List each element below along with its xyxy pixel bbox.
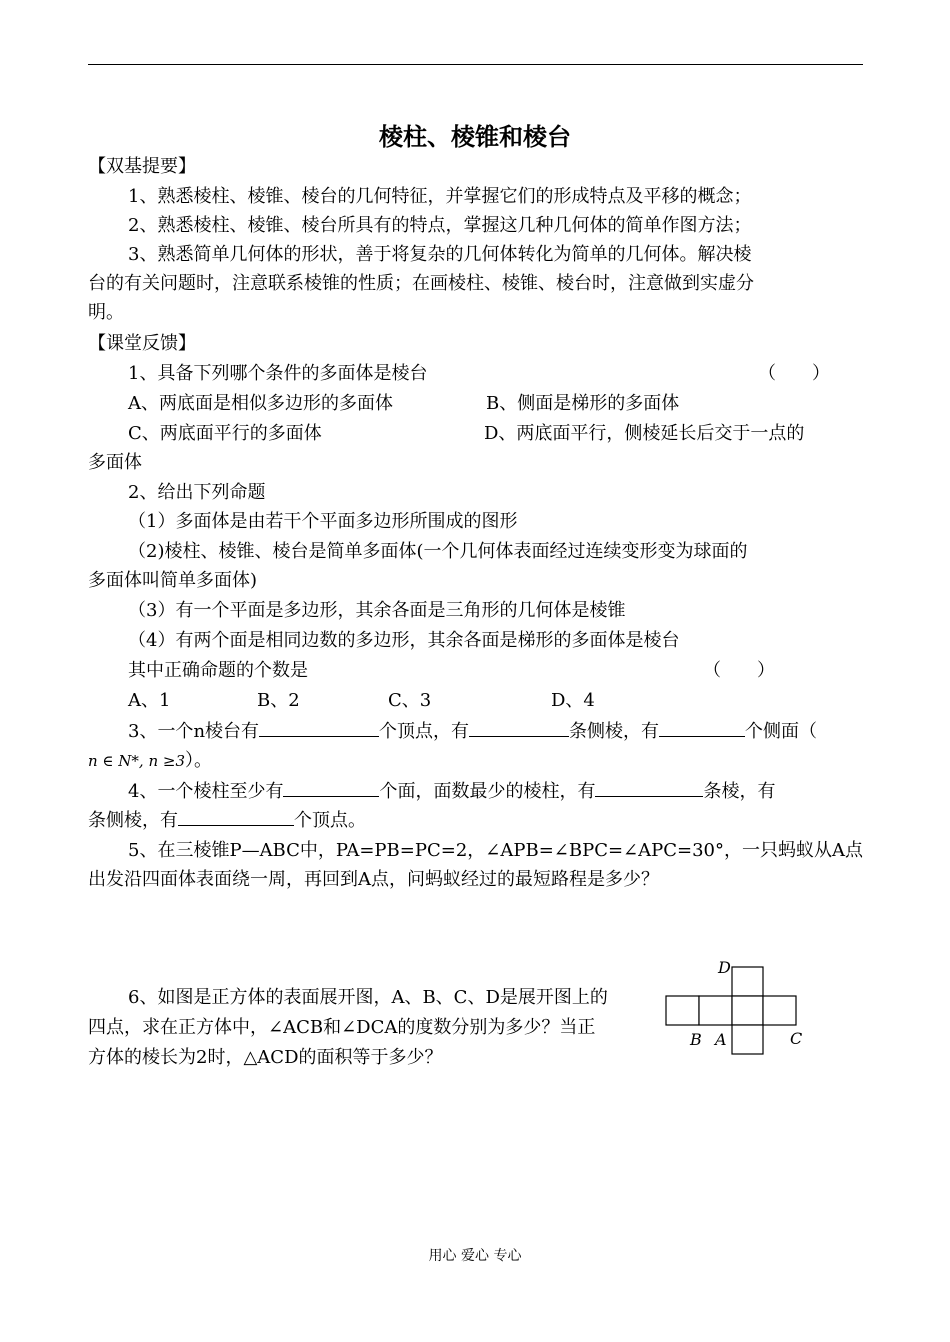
net-label-b: B	[690, 1030, 702, 1049]
net-label-a: A	[715, 1030, 727, 1049]
section-heading-basics: 【双基提要】	[88, 156, 196, 177]
q2-stem: 2、给出下列命题	[128, 482, 266, 503]
q2-ask: 其中正确命题的个数是	[128, 660, 308, 681]
header-rule	[88, 64, 863, 65]
basics-item-3: 3、熟悉简单几何体的形状，善于将复杂的几何体转化为简单的几何体。解决棱	[128, 244, 752, 265]
q1-option-c: C、两底面平行的多面体	[128, 423, 322, 444]
q4-blank-faces[interactable]	[283, 778, 379, 797]
q6-line-3: 方体的棱长为2时，△ACD的面积等于多少？	[88, 1047, 443, 1068]
net-label-d: D	[718, 958, 731, 977]
q1-option-d: D、两底面平行，侧棱延长后交于一点的	[484, 423, 805, 444]
q4-blank-edges[interactable]	[595, 778, 703, 797]
q2-answer-paren: （ ）	[703, 660, 775, 681]
q2-option-a: A、1	[128, 690, 171, 711]
q6-line-1: 6、如图是正方体的表面展开图，A、B、C、D是展开图上的	[128, 987, 608, 1008]
q3-text-4: 个侧面（	[745, 721, 818, 742]
q3-blank-lateral-faces[interactable]	[659, 718, 745, 737]
q3-condition-line	[88, 748, 212, 774]
q3-blank-lateral-edges[interactable]	[469, 718, 569, 737]
net-face-1	[666, 996, 699, 1025]
q4-blank-vertices[interactable]	[178, 807, 294, 826]
q3-close: ）。	[185, 750, 213, 771]
q4-line-2	[88, 807, 366, 834]
basics-item-2: 2、熟悉棱柱、棱锥、棱台所具有的特点，掌握这几种几何体的简单作图方法；	[128, 215, 752, 236]
q5-line-2: 出发沿四面体表面绕一周，再回到A点，问蚂蚁经过的最短路程是多少？	[88, 869, 659, 890]
page-footer: 用心 爱心 专心	[428, 1248, 522, 1264]
q2-proposition-3: （3）有一个平面是多边形，其余各面是三角形的几何体是棱锥	[128, 600, 626, 621]
net-label-c: C	[790, 1029, 803, 1048]
basics-item-3-end: 明。	[88, 302, 124, 323]
q4-line-1	[128, 778, 775, 805]
net-face-4	[763, 996, 796, 1025]
cube-net-figure	[655, 955, 815, 1060]
q1-answer-paren: （ ）	[758, 363, 830, 384]
q2-option-c: C、3	[388, 690, 432, 711]
q4-text-5: 个顶点。	[294, 810, 366, 831]
q3-text-1: 3、一个n棱台有	[128, 721, 260, 742]
q2-proposition-1: （1）多面体是由若干个平面多边形所围成的图形	[128, 511, 518, 532]
q1-option-b: B、侧面是梯形的多面体	[486, 393, 680, 414]
page-title: 棱柱、棱锥和棱台	[379, 123, 571, 151]
q1-option-a: A、两底面是相似多边形的多面体	[128, 393, 393, 414]
net-face-top	[732, 967, 763, 996]
q3-text-2: 个顶点，有	[379, 721, 470, 742]
q4-text-3: 条棱，有	[703, 781, 776, 802]
q2-proposition-2: （2)棱柱、棱锥、棱台是简单多面体(一个几何体表面经过连续变形变为球面的	[128, 541, 748, 562]
q2-option-b: B、2	[257, 690, 300, 711]
q1-stem: 1、具备下列哪个条件的多面体是棱台	[128, 363, 428, 384]
q2-proposition-4: （4）有两个面是相同边数的多边形，其余各面是梯形的多面体是棱台	[128, 630, 680, 651]
basics-item-3-cont: 台的有关问题时，注意联系棱锥的性质；在画棱柱、棱锥、棱台时，注意做到实虚分	[88, 273, 754, 294]
section-heading-feedback: 【课堂反馈】	[88, 333, 196, 354]
q6-line-2: 四点，求在正方体中，∠ACB和∠DCA的度数分别为多少？当正	[88, 1017, 596, 1038]
q1-option-d-cont: 多面体	[88, 452, 142, 473]
q4-text-2: 个面，面数最少的棱柱，有	[379, 781, 596, 802]
net-face-3	[732, 996, 763, 1025]
q5-line-1: 5、在三棱锥P—ABC中，PA=PB=PC=2，∠APB=∠BPC=∠APC=30°，一只蚂蚁从A点	[128, 840, 864, 861]
q4-text-4: 条侧棱，有	[88, 810, 178, 831]
q3-condition: n ∈ N*, n ≥3	[88, 752, 186, 770]
q2-option-d: D、4	[551, 690, 595, 711]
q3-blank-vertices[interactable]	[259, 718, 379, 737]
net-face-bottom	[732, 1025, 763, 1054]
q2-proposition-2-cont: 多面体叫简单多面体)	[88, 570, 258, 591]
q3-text-3: 条侧棱，有	[569, 721, 660, 742]
q4-text-1: 4、一个棱柱至少有	[128, 781, 284, 802]
basics-item-1: 1、熟悉棱柱、棱锥、棱台的几何特征，并掌握它们的形成特点及平移的概念；	[128, 186, 752, 207]
q3-line	[128, 718, 817, 745]
net-face-2	[699, 996, 732, 1025]
